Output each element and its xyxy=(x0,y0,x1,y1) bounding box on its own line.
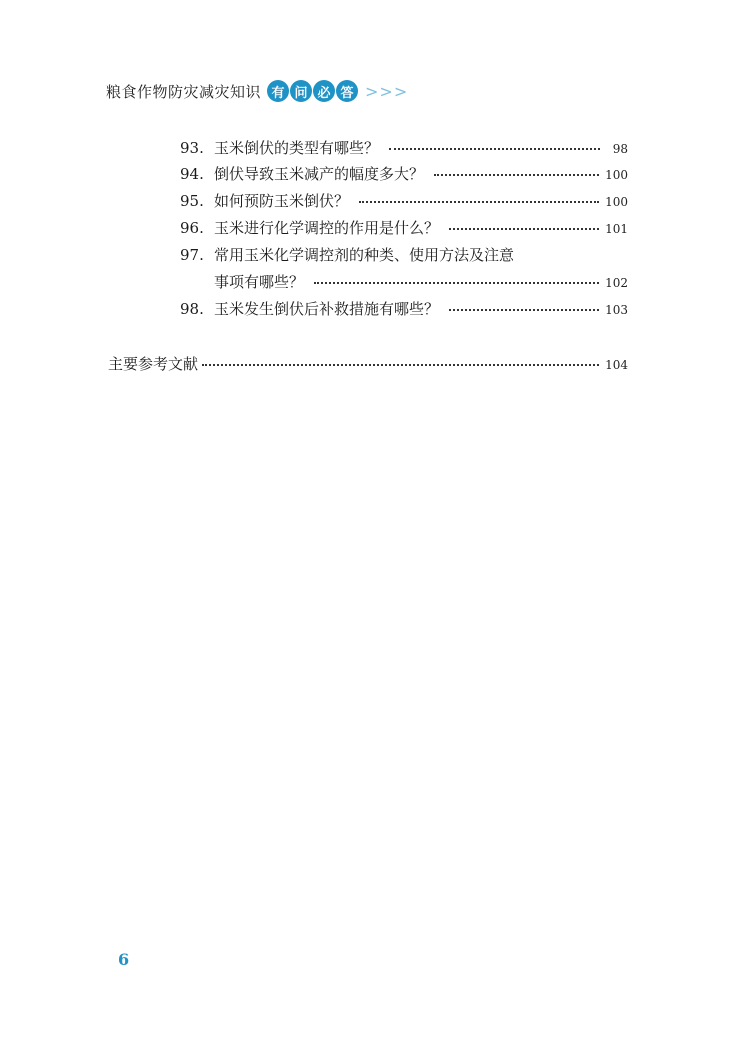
entry-title: 如何预防玉米倒伏？ xyxy=(214,192,350,210)
entry-number: 94. xyxy=(180,165,204,183)
badge-char: 必 xyxy=(313,80,335,102)
entry-page: 101 xyxy=(605,222,628,236)
entry-number: 97. xyxy=(180,246,204,264)
toc-entry-96[interactable] xyxy=(180,217,628,238)
badge-char: 有 xyxy=(267,80,289,102)
entry-title: 倒伏导致玉米减产的幅度多大？ xyxy=(214,165,425,183)
references-page: 104 xyxy=(605,358,628,372)
toc-entry-98[interactable] xyxy=(180,298,628,319)
toc-entry-references[interactable] xyxy=(108,353,628,374)
leader-dots xyxy=(449,309,599,311)
toc-entry-97-continuation[interactable] xyxy=(214,271,628,292)
entry-title: 玉米进行化学调控的作用是什么？ xyxy=(214,219,440,237)
entry-number: 93. xyxy=(180,139,204,157)
entry-title-continuation: 事项有哪些？ xyxy=(214,273,305,291)
entry-page: 98 xyxy=(612,142,628,156)
badge-char: 问 xyxy=(290,80,312,102)
page-number: 6 xyxy=(118,950,130,969)
badge-char: 答 xyxy=(336,80,358,102)
toc-entry-93[interactable] xyxy=(180,137,628,158)
leader-dots xyxy=(359,201,599,203)
entry-page: 103 xyxy=(605,303,628,317)
leader-dots xyxy=(449,228,599,230)
leader-dots xyxy=(434,174,599,176)
entry-number: 95. xyxy=(180,192,204,210)
leader-dots xyxy=(202,364,599,366)
entry-number: 98. xyxy=(180,300,204,318)
book-title: 粮食作物防灾减灾知识 xyxy=(106,82,262,101)
references-title: 主要参考文献 xyxy=(108,355,199,373)
entry-number: 96. xyxy=(180,219,204,237)
toc-entry-95[interactable] xyxy=(180,190,628,211)
entry-page: 100 xyxy=(605,168,628,182)
leader-dots xyxy=(389,148,600,150)
arrows-icon: >>> xyxy=(365,81,409,101)
toc-entry-97[interactable] xyxy=(180,244,628,265)
entry-title: 玉米倒伏的类型有哪些？ xyxy=(214,139,380,157)
leader-dots xyxy=(314,282,599,284)
toc-entry-94[interactable] xyxy=(180,163,628,184)
entry-page: 100 xyxy=(605,195,628,209)
entry-page: 102 xyxy=(605,276,628,290)
entry-title: 常用玉米化学调控剂的种类、使用方法及注意 xyxy=(214,246,515,264)
running-header xyxy=(106,78,408,104)
series-badges xyxy=(267,80,359,102)
entry-title: 玉米发生倒伏后补救措施有哪些？ xyxy=(214,300,440,318)
